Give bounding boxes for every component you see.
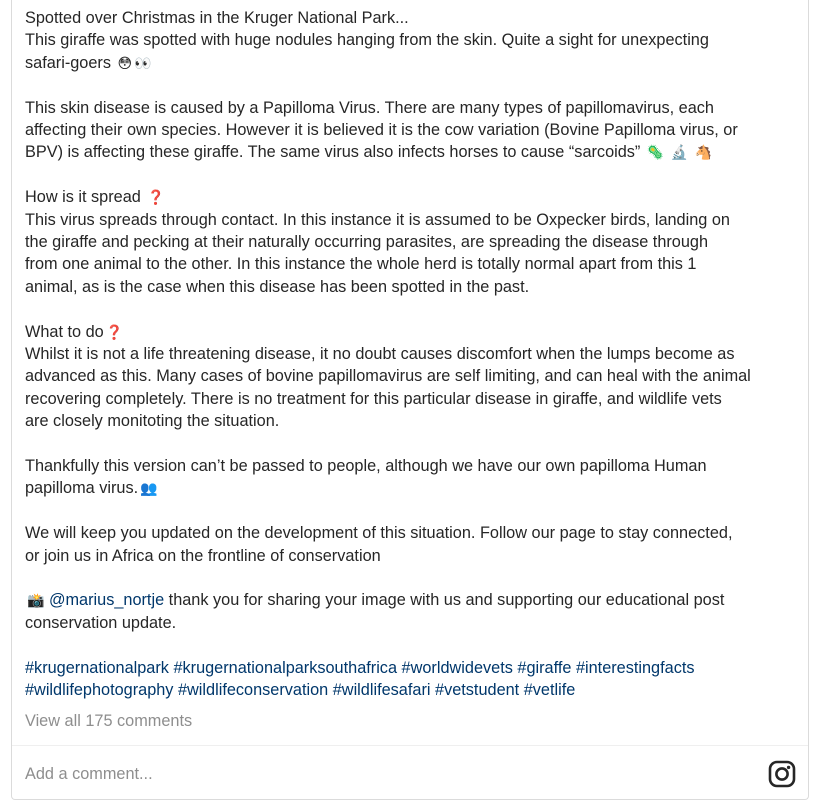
caption-line: This skin disease is caused by a Papilloma Virus. There are many types of papillomavirus, each xyxy=(25,98,714,117)
instagram-glyph xyxy=(768,760,796,788)
caption-text: thank you for sharing your image with us and supporting our educational post xyxy=(164,591,725,610)
horse-emoji-icon: 🐴 xyxy=(694,144,713,161)
caption-paragraph-updates xyxy=(25,522,803,567)
question-mark-emoji-icon: ❓ xyxy=(105,323,124,340)
caption-line: or join us in Africa on the frontline of conservation xyxy=(25,546,381,565)
caption-line: recovering completely. There is no treatment for this particular disease in giraffe, and wildlife vets xyxy=(25,389,722,408)
caption-line: affecting their own species. However it is believed it is the cow variation (Bovine Papilloma virus, or xyxy=(25,121,738,140)
caption-heading: What to do xyxy=(25,322,104,341)
caption-text: papilloma virus. xyxy=(25,479,139,498)
hashtag-link[interactable]: #vetlife xyxy=(523,681,576,700)
caption-line: This virus spreads through contact. In this instance it is assumed to be Oxpecker birds, landing on xyxy=(25,210,730,229)
hashtag-link[interactable]: #interestingfacts xyxy=(575,658,695,677)
microscope-emoji-icon: 🔬 xyxy=(670,144,689,161)
view-all-comments-link[interactable]: View all 175 comments xyxy=(25,712,193,730)
microbe-emoji-icon: 🦠 xyxy=(646,144,665,161)
caption-paragraph-what-to-do xyxy=(25,321,803,433)
caption-text: BPV) is affecting these giraffe. The same virus also infects horses to cause “sarcoids” xyxy=(25,143,641,162)
caption-paragraph-human xyxy=(25,455,803,500)
hashtag-line xyxy=(25,657,803,679)
caption-line: We will keep you updated on the development of this situation. Follow our page to stay connected, xyxy=(25,524,733,543)
question-mark-emoji-icon: ❓ xyxy=(147,189,165,206)
post-caption xyxy=(25,7,803,701)
caption-line: Whilst it is not a life threatening disease, it no doubt causes discomfort when the lumps become as xyxy=(25,345,735,364)
hashtag-line xyxy=(25,679,803,701)
caption-line: from one animal to the other. In this instance the whole herd is totally normal apart from this 1 xyxy=(25,255,697,274)
caption-paragraph-spread xyxy=(25,186,803,298)
comment-divider xyxy=(12,745,808,746)
caption-line: animal, as is the case when this disease has been spotted in the past. xyxy=(25,277,530,296)
caption-paragraph-intro xyxy=(25,7,803,74)
caption-line xyxy=(25,477,803,499)
caption-line xyxy=(25,52,803,74)
caption-line: are closely monitoting the situation. xyxy=(25,412,280,431)
caption-heading: How is it spread xyxy=(25,188,141,207)
caption-line: the giraffe and pecking at their naturally occurring parasites, are spreading the disease through xyxy=(25,233,709,252)
hashtag-link[interactable]: #wildlifephotography xyxy=(25,681,174,700)
caption-line: conservation update. xyxy=(25,613,177,632)
camera-flash-emoji-icon: 📸 xyxy=(27,592,45,609)
caption-hashtags xyxy=(25,657,803,702)
hashtag-link[interactable]: #wildlifeconservation xyxy=(177,681,329,700)
caption-line: Spotted over Christmas in the Kruger National Park... xyxy=(25,9,409,27)
caption-line: Thankfully this version can’t be passed to people, although we have our own papilloma Human xyxy=(25,457,707,476)
eyes-emoji-icon: 👀 xyxy=(134,54,152,71)
hashtag-link[interactable]: #krugernationalpark xyxy=(25,658,169,677)
caption-line: This giraffe was spotted with huge nodules hanging from the skin. Quite a sight for unexpecting xyxy=(25,31,709,50)
caption-line xyxy=(25,321,803,343)
caption-paragraph-credit xyxy=(25,589,803,634)
instagram-icon[interactable] xyxy=(768,760,796,788)
hashtag-link[interactable]: #krugernationalparksouthafrica xyxy=(173,658,398,677)
hashtag-link[interactable]: #vetstudent xyxy=(435,681,520,700)
flushed-face-emoji-icon: 😳 xyxy=(117,54,133,71)
mention-link[interactable]: @marius_nortje xyxy=(48,591,165,610)
caption-text: safari-goers xyxy=(25,53,111,72)
people-emoji-icon: 👥 xyxy=(140,480,158,497)
caption-line xyxy=(25,141,803,163)
caption-line xyxy=(25,186,803,208)
hashtag-link[interactable]: #giraffe xyxy=(517,658,572,677)
caption-line xyxy=(25,589,803,611)
post-caption-card xyxy=(11,0,809,800)
hashtag-link[interactable]: #wildlifesafari xyxy=(332,681,431,700)
caption-paragraph-cause xyxy=(25,97,803,164)
hashtag-link[interactable]: #worldwidevets xyxy=(401,658,513,677)
caption-line: advanced as this. Many cases of bovine papillomavirus are self limiting, and can heal with the animal xyxy=(25,367,751,386)
add-comment-input[interactable] xyxy=(25,760,725,788)
